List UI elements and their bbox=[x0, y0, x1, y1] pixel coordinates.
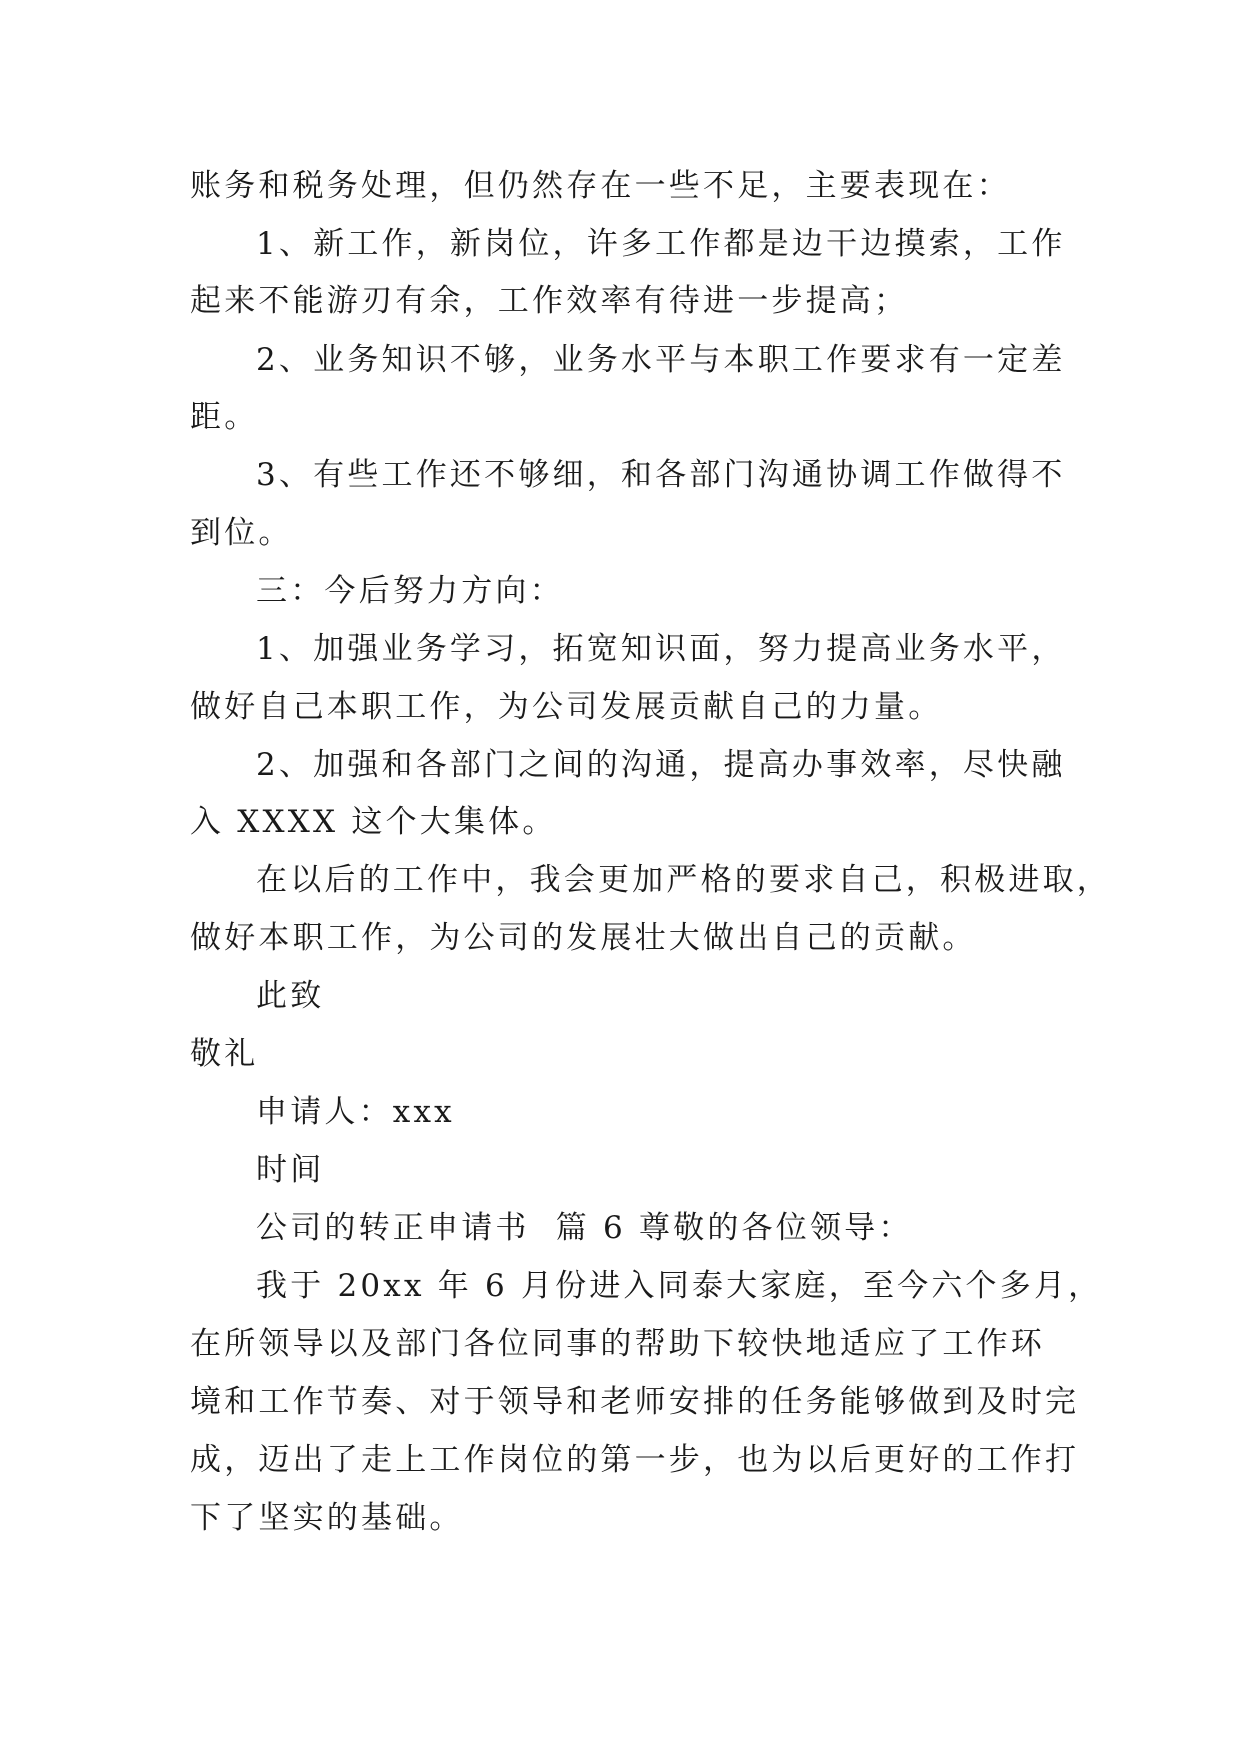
salutation-line: 敬礼 bbox=[190, 1036, 259, 1072]
text-line: 我于 20xx 年 6 月份进入同泰大家庭，至今六个多月， bbox=[256, 1268, 1103, 1304]
text-line: 在以后的工作中，我会更加严格的要求自己，积极进取， bbox=[256, 862, 1111, 898]
text-line: 做好本职工作，为公司的发展壮大做出自己的贡献。 bbox=[190, 920, 977, 956]
text-line: 境和工作节奏、对于领导和老师安排的任务能够做到及时完 bbox=[190, 1384, 1080, 1420]
text-line: 距。 bbox=[190, 399, 259, 435]
text-line: 起来不能游刃有余，工作效率有待进一步提高； bbox=[190, 283, 909, 319]
text-line: 2、业务知识不够，业务水平与本职工作要求有一定差 bbox=[256, 342, 1066, 378]
text-line: 1、新工作，新岗位，许多工作都是边干边摸索，工作 bbox=[256, 226, 1066, 262]
text-line: 3、有些工作还不够细，和各部门沟通协调工作做得不 bbox=[256, 457, 1066, 493]
text-line: 做好自己本职工作，为公司发展贡献自己的力量。 bbox=[190, 689, 943, 725]
text-line: 1、加强业务学习，拓宽知识面，努力提高业务水平， bbox=[256, 631, 1066, 667]
text-line: 下了坚实的基础。 bbox=[190, 1500, 464, 1536]
text-line: 到位。 bbox=[190, 515, 293, 551]
text-line: 在所领导以及部门各位同事的帮助下较快地适应了工作环 bbox=[190, 1326, 1045, 1362]
text-line: 入 XXXX 这个大集体。 bbox=[190, 804, 557, 840]
section-heading: 三：今后努力方向： bbox=[256, 573, 564, 609]
section-title: 公司的转正申请书 篇 6 尊敬的各位领导： bbox=[256, 1210, 913, 1246]
text-line: 成，迈出了走上工作岗位的第一步，也为以后更好的工作打 bbox=[190, 1442, 1080, 1478]
date-line: 时间 bbox=[256, 1152, 325, 1188]
applicant-line: 申请人：xxx bbox=[256, 1094, 455, 1130]
text-line: 账务和税务处理，但仍然存在一些不足，主要表现在： bbox=[190, 168, 1011, 204]
closing-line: 此致 bbox=[256, 978, 325, 1014]
text-line: 2、加强和各部门之间的沟通，提高办事效率，尽快融 bbox=[256, 747, 1066, 783]
